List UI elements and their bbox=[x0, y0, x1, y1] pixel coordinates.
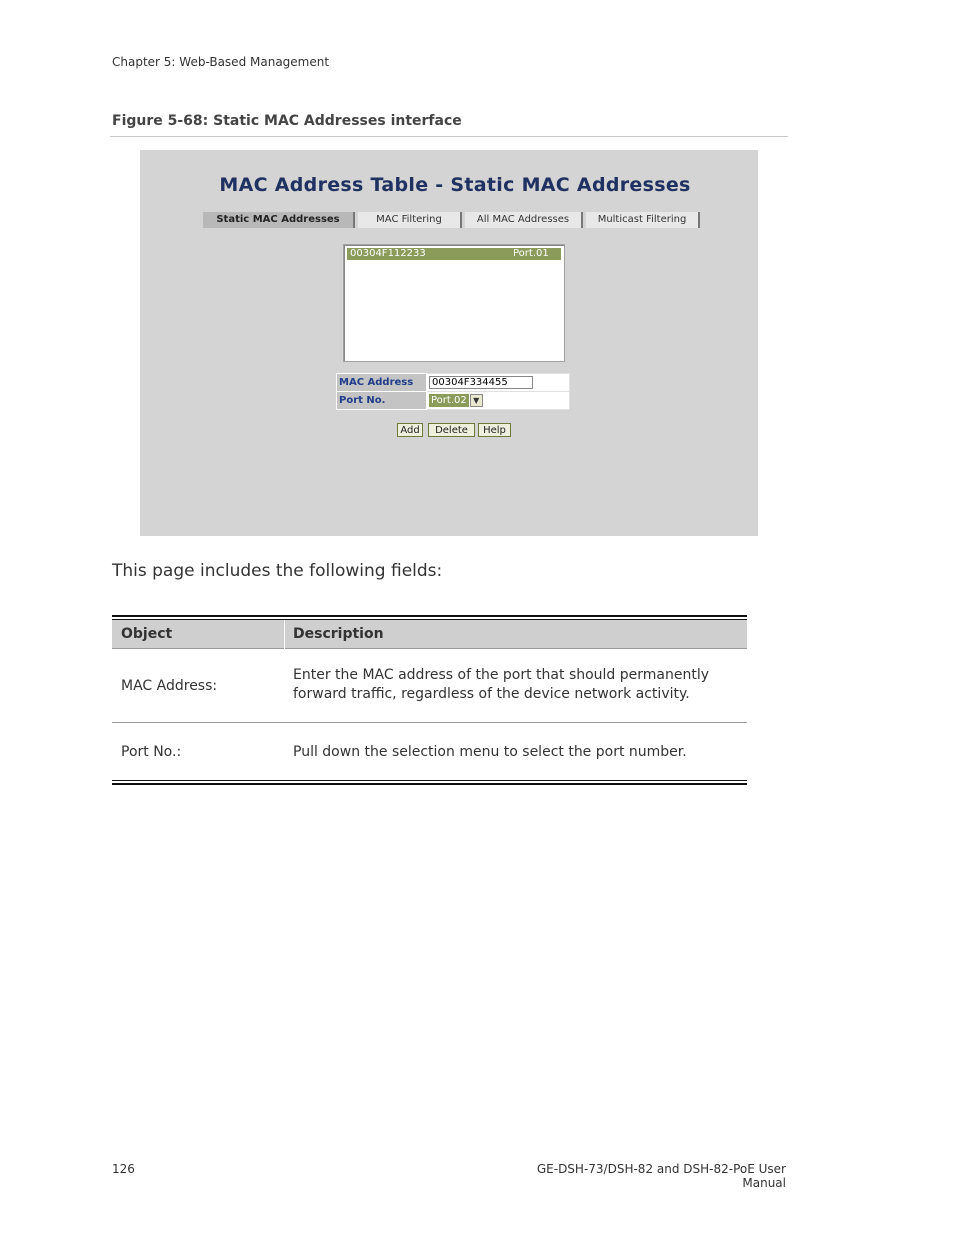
mac-address-label: MAC Address bbox=[337, 374, 427, 392]
screenshot-panel bbox=[140, 150, 758, 536]
static-mac-form bbox=[336, 373, 570, 410]
caption-divider bbox=[110, 136, 788, 137]
list-item-port: Port.01 bbox=[513, 248, 549, 259]
chapter-header: Chapter 5: Web-Based Management bbox=[112, 55, 330, 69]
page-title: MAC Address Table - Static MAC Addresses bbox=[219, 174, 691, 196]
manual-title: GE-DSH-73/DSH-82 and DSH-82-PoE User Manual bbox=[536, 1162, 786, 1190]
port-no-label: Port No. bbox=[337, 392, 427, 410]
table-header-row bbox=[112, 620, 747, 649]
row-object: MAC Address: bbox=[121, 678, 218, 694]
mac-address-input[interactable] bbox=[429, 376, 533, 389]
tab-static-mac-addresses[interactable]: Static MAC Addresses bbox=[203, 212, 355, 228]
row-divider bbox=[112, 722, 747, 723]
list-item[interactable] bbox=[347, 248, 561, 260]
tab-all-mac-addresses[interactable]: All MAC Addresses bbox=[465, 212, 583, 228]
tab-mac-filtering[interactable]: MAC Filtering bbox=[358, 212, 462, 228]
header-object: Object bbox=[121, 626, 173, 642]
page-number: 126 bbox=[112, 1162, 135, 1176]
row-object: Port No.: bbox=[121, 744, 182, 760]
intro-text: This page includes the following fields: bbox=[112, 561, 443, 581]
list-item-mac: 00304F112233 bbox=[350, 248, 426, 259]
table-bottom-rule bbox=[112, 780, 747, 785]
help-button[interactable]: Help bbox=[478, 423, 511, 437]
port-select[interactable]: Port.02 bbox=[431, 395, 467, 406]
figure-caption: Figure 5-68: Static MAC Addresses interface bbox=[112, 113, 462, 129]
static-mac-listbox[interactable] bbox=[343, 244, 565, 362]
add-button[interactable]: Add bbox=[397, 423, 423, 437]
chevron-down-icon[interactable]: ▼ bbox=[470, 394, 483, 407]
row-description: Pull down the selection menu to select the port number. bbox=[293, 744, 687, 760]
delete-button[interactable]: Delete bbox=[428, 423, 475, 437]
tab-multicast-filtering[interactable]: Multicast Filtering bbox=[586, 212, 700, 228]
row-description: Enter the MAC address of the port that should permanently forward traffic, regardless of the device network activity. bbox=[293, 667, 710, 702]
header-divider bbox=[284, 620, 285, 649]
header-description: Description bbox=[293, 626, 384, 642]
